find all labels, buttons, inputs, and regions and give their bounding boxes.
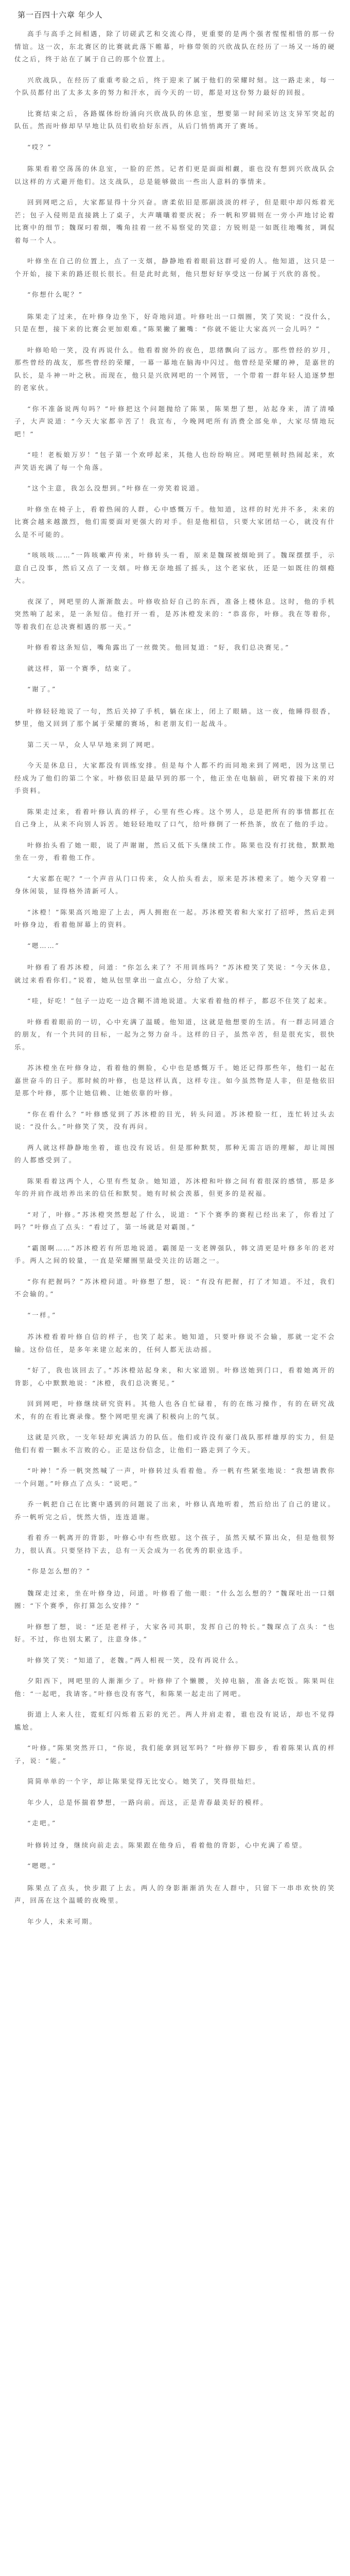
paragraph: 陈果点了点头，快步跟了上去。两人的身影渐渐消失在人群中，只留下一串串欢快的笑声，回荡在这个温暖的夜晚里。	[14, 1884, 336, 1904]
paragraph: “嗯……”	[27, 941, 60, 950]
paragraph: 魏琛走过来，坐在叶修身边，问道。叶修看了他一眼：“什么怎么想的？”魏琛吐出一口烟圈：“下个赛季，你打算怎么安排？”	[14, 1589, 336, 1609]
paragraph: 年少人，未来可期。	[27, 1917, 97, 1925]
paragraph: 高手与高手之间相遇，除了切磋武艺和交流心得，更重要的是两个强者惺惺相惜的那一份情谊。这一次，东北赛区的比赛就此落下帷幕，叶修带领的兴欣战队在经历了一场又一场的硬仗之后，终于站在了属于自己的那个位置上。	[14, 30, 336, 63]
paragraph: 叶修看着眼前的一切，心中充满了温暖。他知道，这就是他想要的生活。有一群志同道合的朋友，有一个共同的目标，一起为之努力奋斗。这样的日子，虽然辛苦，但是很充实，很快乐。	[14, 1018, 336, 1051]
paragraph: “你在看什么？”叶修感觉到了苏沐橙的目光，转头问道。苏沐橙脸一红，连忙转过头去说：“没什么。”叶修笑了笑，没有再问。	[14, 1110, 336, 1130]
paragraph: 看着乔一帆离开的背影，叶修心中有些欣慰。这个孩子，虽然天赋不算出众，但是他很努力，很认真。只要坚持下去，总有一天会成为一名优秀的职业选手。	[14, 1534, 336, 1554]
paragraph: 回到网吧，叶修继续研究资料。其他人也各自忙碌着，有的在练习操作，有的在研究战术，有的在看比赛录像。整个网吧里充满了积极向上的气氛。	[14, 1400, 336, 1420]
paragraph: 叶修轻轻地说了一句，然后关掉了手机，躺在床上，闭上了眼睛。这一夜，他睡得很香，梦里，他又回到了那个属于荣耀的赛场，和老朋友们一起战斗。	[14, 707, 336, 727]
paragraph: “大家都在呢？”一个声音从门口传来，众人抬头看去，原来是苏沐橙来了。她今天穿着一身休闲装，显得格外清新可人。	[14, 874, 336, 895]
paragraph: “谢了。”	[27, 685, 57, 693]
paragraph: “你想什么呢？”	[27, 291, 83, 298]
paragraph: 乔一帆把自己在比赛中遇到的问题说了出来，叶修认真地听着，然后给出了自己的建议。乔一帆听完之后，恍然大悟，连连道谢。	[14, 1500, 336, 1521]
paragraph: “你是怎么想的？”	[27, 1567, 91, 1575]
paragraph: “你有把握吗？”苏沐橙问道。叶修想了想，说：“有没有把握，打了才知道。不过，我们不会输的。”	[14, 1277, 336, 1298]
paragraph: 夜深了，网吧里的人渐渐散去。叶修收拾好自己的东西，准备上楼休息。这时，他的手机突然响了起来，是一条短信。他打开一看，是苏沐橙发来的：“恭喜你，叶修。我在等着你，等着我们在总决赛相遇的那一天。”	[14, 597, 336, 631]
paragraph: 回到网吧之后，大家都显得十分兴奋。唐柔依旧是那副淡淡的样子，但是眼中却闪烁着光芒；包子入侵则是直接跳上了桌子，大声嚷嚷着要庆祝；乔一帆和罗辑则在一旁小声地讨论着比赛中的细节；魏琛叼着烟，嘴角挂着一丝不易察觉的笑意；方锐则是一如既往地嘴贫，调侃着每一个人。	[14, 198, 336, 244]
paragraph: “哇！老板娘万岁！”包子第一个欢呼起来，其他人也纷纷响应。网吧里顿时热闹起来，欢声笑语充满了每一个角落。	[14, 451, 336, 471]
paragraph: 夕阳西下，网吧里的人渐渐少了。叶修伸了个懒腰，关掉电脑，准备去吃饭。陈果叫住他：“一起吧，我请客。”叶修也没有客气，和陈果一起走出了网吧。	[14, 1677, 336, 1698]
paragraph: 叶修看了看苏沐橙，问道：“你怎么来了？不用训练吗？”苏沐橙笑了笑说：“今天休息，就过来看看你们。”说着，她从包里拿出一盒点心，分给了大家。	[14, 963, 336, 984]
paragraph: 苏沐橙坐在叶修身边，看着他的侧脸，心中也是感慨万千。她还记得那些年，他们一起在嘉世奋斗的日子。那时候的叶修，也是这样认真，这样专注。如今虽然物是人非，但是他依旧是那个叶修，那个让她信赖、让她依靠的叶修。	[14, 1064, 336, 1097]
paragraph: “对了，叶修。”苏沐橙突然想起了什么，说道：“下个赛季的赛程已经出来了，你看过了吗？”叶修点了点头：“看过了，第一场就是对霸图。”	[14, 1210, 336, 1231]
paragraph: 叶修坐在椅子上，看着热闹的人群，心中感慨万千。他知道，这样的时光并不多，未来的比赛会越来越激烈，他们需要面对更强大的对手。但是他相信，只要大家团结一心，就没有什么是不可能的。	[14, 505, 336, 538]
paragraph: 叶修想了想，说：“还是老样子，大家各司其职，发挥自己的特长。”魏琛点了点头：“也好。不过，你也别太累了，注意身体。”	[14, 1622, 336, 1643]
paragraph: 叶修转过身，继续向前走去。陈果跟在他身后，看着他的背影，心中充满了希望。	[27, 1841, 307, 1849]
paragraph: 苏沐橙看着叶修自信的样子，也笑了起来。她知道，只要叶修说不会输，那就一定不会输。这份信任，是多年来建立起来的，任何人都无法动摇。	[14, 1333, 336, 1353]
paragraph: 叶修看着这条短信，嘴角露出了一丝微笑。他回复道：“好，我们总决赛见。”	[27, 643, 290, 651]
paragraph: “咳咳咳……”一阵咳嗽声传来，叶修转头一看，原来是魏琛被烟呛到了。魏琛摆摆手，示意自己没事，然后又点了一支烟。叶修无奈地摇了摇头，这个老家伙，还是一如既往的烟瘾大。	[14, 551, 336, 584]
paragraph: 两人就这样静静地坐着，谁也没有说话。但是那种默契，那种无需言语的理解，却让周围的人都感受到了。	[14, 1143, 336, 1164]
paragraph: 陈果看着这两个人，心里有些复杂。她知道，苏沐橙和叶修之间有着很深的感情，那是多年的并肩作战培养出来的信任和默契。她有时候会羡慕，但更多的是祝福。	[14, 1177, 336, 1197]
paragraph: “沐橙！”陈果高兴地迎了上去，两人拥抱在一起。苏沐橙笑着和大家打了招呼，然后走到叶修身边，看着他屏幕上的资料。	[14, 908, 336, 928]
paragraph: 比赛结束之后，各路媒体纷纷涌向兴欣战队的休息室，想要第一时间采访这支异军突起的队伍。然而叶修却早早地让队员们收拾好东西，从后门悄悄离开了赛场。	[14, 109, 336, 130]
paragraph: 这就是兴欣，一支年轻却充满活力的队伍。他们或许没有豪门战队那样雄厚的实力，但是他们有着一颗永不言败的心。正是这份信念，让他们一路走到了今天。	[14, 1433, 336, 1454]
paragraph: 兴欣战队，在经历了重重考验之后，终于迎来了属于他们的荣耀时刻。这一路走来，每一个队员都付出了太多太多的努力和汗水，而今天的一切，都是对这份努力最好的回报。	[14, 76, 336, 96]
paragraph: 叶修抬头看了她一眼，说了声谢谢，然后又低下头继续工作。陈果也没有打扰他，默默地坐在一旁，看着他工作。	[14, 841, 336, 861]
paragraph: 就这样，第一个赛季，结束了。	[27, 664, 136, 672]
paragraph: “叶修。”陈果突然开口，“你说，我们能拿到冠军吗？”叶修停下脚步，看着陈果认真的样子，说：“能。”	[14, 1744, 336, 1765]
paragraph: 街道上人来人往，霓虹灯闪烁着五彩的光芒。两人并肩走着，谁也没有说话，却也不觉得尴尬。	[14, 1710, 336, 1731]
paragraph: 第二天一早，众人早早地来到了网吧。	[27, 740, 160, 749]
paragraph: 简简单单的一个字，却让陈果觉得无比安心。她笑了，笑得很灿烂。	[27, 1777, 261, 1785]
paragraph: “哇，好吃！”包子一边吃一边含糊不清地说道。大家看着他的样子，都忍不住笑了起来。	[27, 997, 332, 1005]
paragraph: “你不准备说两句吗？”叶修把这个问题抛给了陈果，陈果想了想，站起身来，清了清嗓子，大声说道：“今天大家都辛苦了！我宣布，今晚网吧所有消费全部免单，大家尽情地玩吧！”	[14, 404, 336, 438]
paragraph: 陈果走过来，看着叶修认真的样子，心里有些心疼。这个男人，总是把所有的事情都扛在自己身上，从来不向别人诉苦。她轻轻地叹了口气，给叶修倒了一杯热茶，放在了他的手边。	[14, 807, 336, 828]
paragraph: “嗯嗯。”	[27, 1862, 57, 1870]
paragraph: “一样。”	[27, 1311, 57, 1319]
paragraph: 叶修哈哈一笑，没有再说什么。他看着窗外的夜色，思绪飘向了远方。那些曾经的岁月，那些曾经的战友，那些曾经的荣耀，一幕一幕地在脑海中闪过。他曾经是荣耀的神，是嘉世的队长，是斗神一叶之秋。而现在，他只是兴欣网吧的一个网管，一个带着一群年轻人追逐梦想的老家伙。	[14, 346, 336, 392]
paragraph: 陈果看着空荡荡的休息室，一脸的茫然。记者们更是面面相觑，谁也没有想到兴欣战队会以这样的方式避开他们。这支战队，总是能够做出一些出人意料的事情来。	[14, 165, 336, 185]
paragraph: “霸图啊……”苏沐橙若有所思地说道。霸图是一支老牌强队，韩文清更是叶修多年的老对手。两人之间的较量，一直是荣耀圈里最受关注的话题之一。	[14, 1244, 336, 1264]
paragraph: 陈果走了过来，在叶修身边坐下，好奇地问道。叶修吐出一口烟圈，笑了笑说：“没什么，只是在想，接下来的比赛会更加艰难。”陈果撇了撇嘴：“你就不能让大家高兴一会儿吗？”	[14, 312, 336, 333]
paragraph: 叶修笑了笑：“知道了，老魏。”两人相视一笑，没有再说什么。	[27, 1656, 243, 1664]
paragraph: “走吧。”	[27, 1819, 57, 1827]
chapter-body	[14, 28, 336, 1928]
paragraph: “这个主意，我怎么没想到。”叶修在一旁笑着说道。	[27, 484, 204, 492]
chapter-title: 第一百四十六章 年少人	[18, 10, 103, 20]
paragraph: “好了，我也该回去了。”苏沐橙站起身来，和大家道别。叶修送她到门口，看着她离开的背影，心中默默地说：“沐橙，我们总决赛见。”	[14, 1366, 336, 1387]
paragraph: “哎？”	[27, 143, 52, 151]
paragraph: 年少人，总是怀揣着梦想，一路向前。而这，正是青春最美好的模样。	[27, 1798, 269, 1806]
paragraph: 叶修坐在自己的位置上，点了一支烟，静静地看着眼前这群可爱的人。他知道，这只是一个开始，接下来的路还很长很长。但是此时此刻，他只想好好享受这一份属于兴欣的喜悦。	[14, 257, 336, 278]
paragraph: “叶神！”乔一帆突然喊了一声，叶修转过头看着他。乔一帆有些紧张地说：“我想请教你一个问题。”叶修点了点头：“说吧。”	[14, 1467, 336, 1487]
paragraph: 今天是休息日，大家都没有训练安排。但是每个人都不约而同地来到了网吧，因为这里已经成为了他们的第二个家。叶修依旧是最早到的那一个，他正坐在电脑前，研究着接下来的对手资料。	[14, 761, 336, 794]
